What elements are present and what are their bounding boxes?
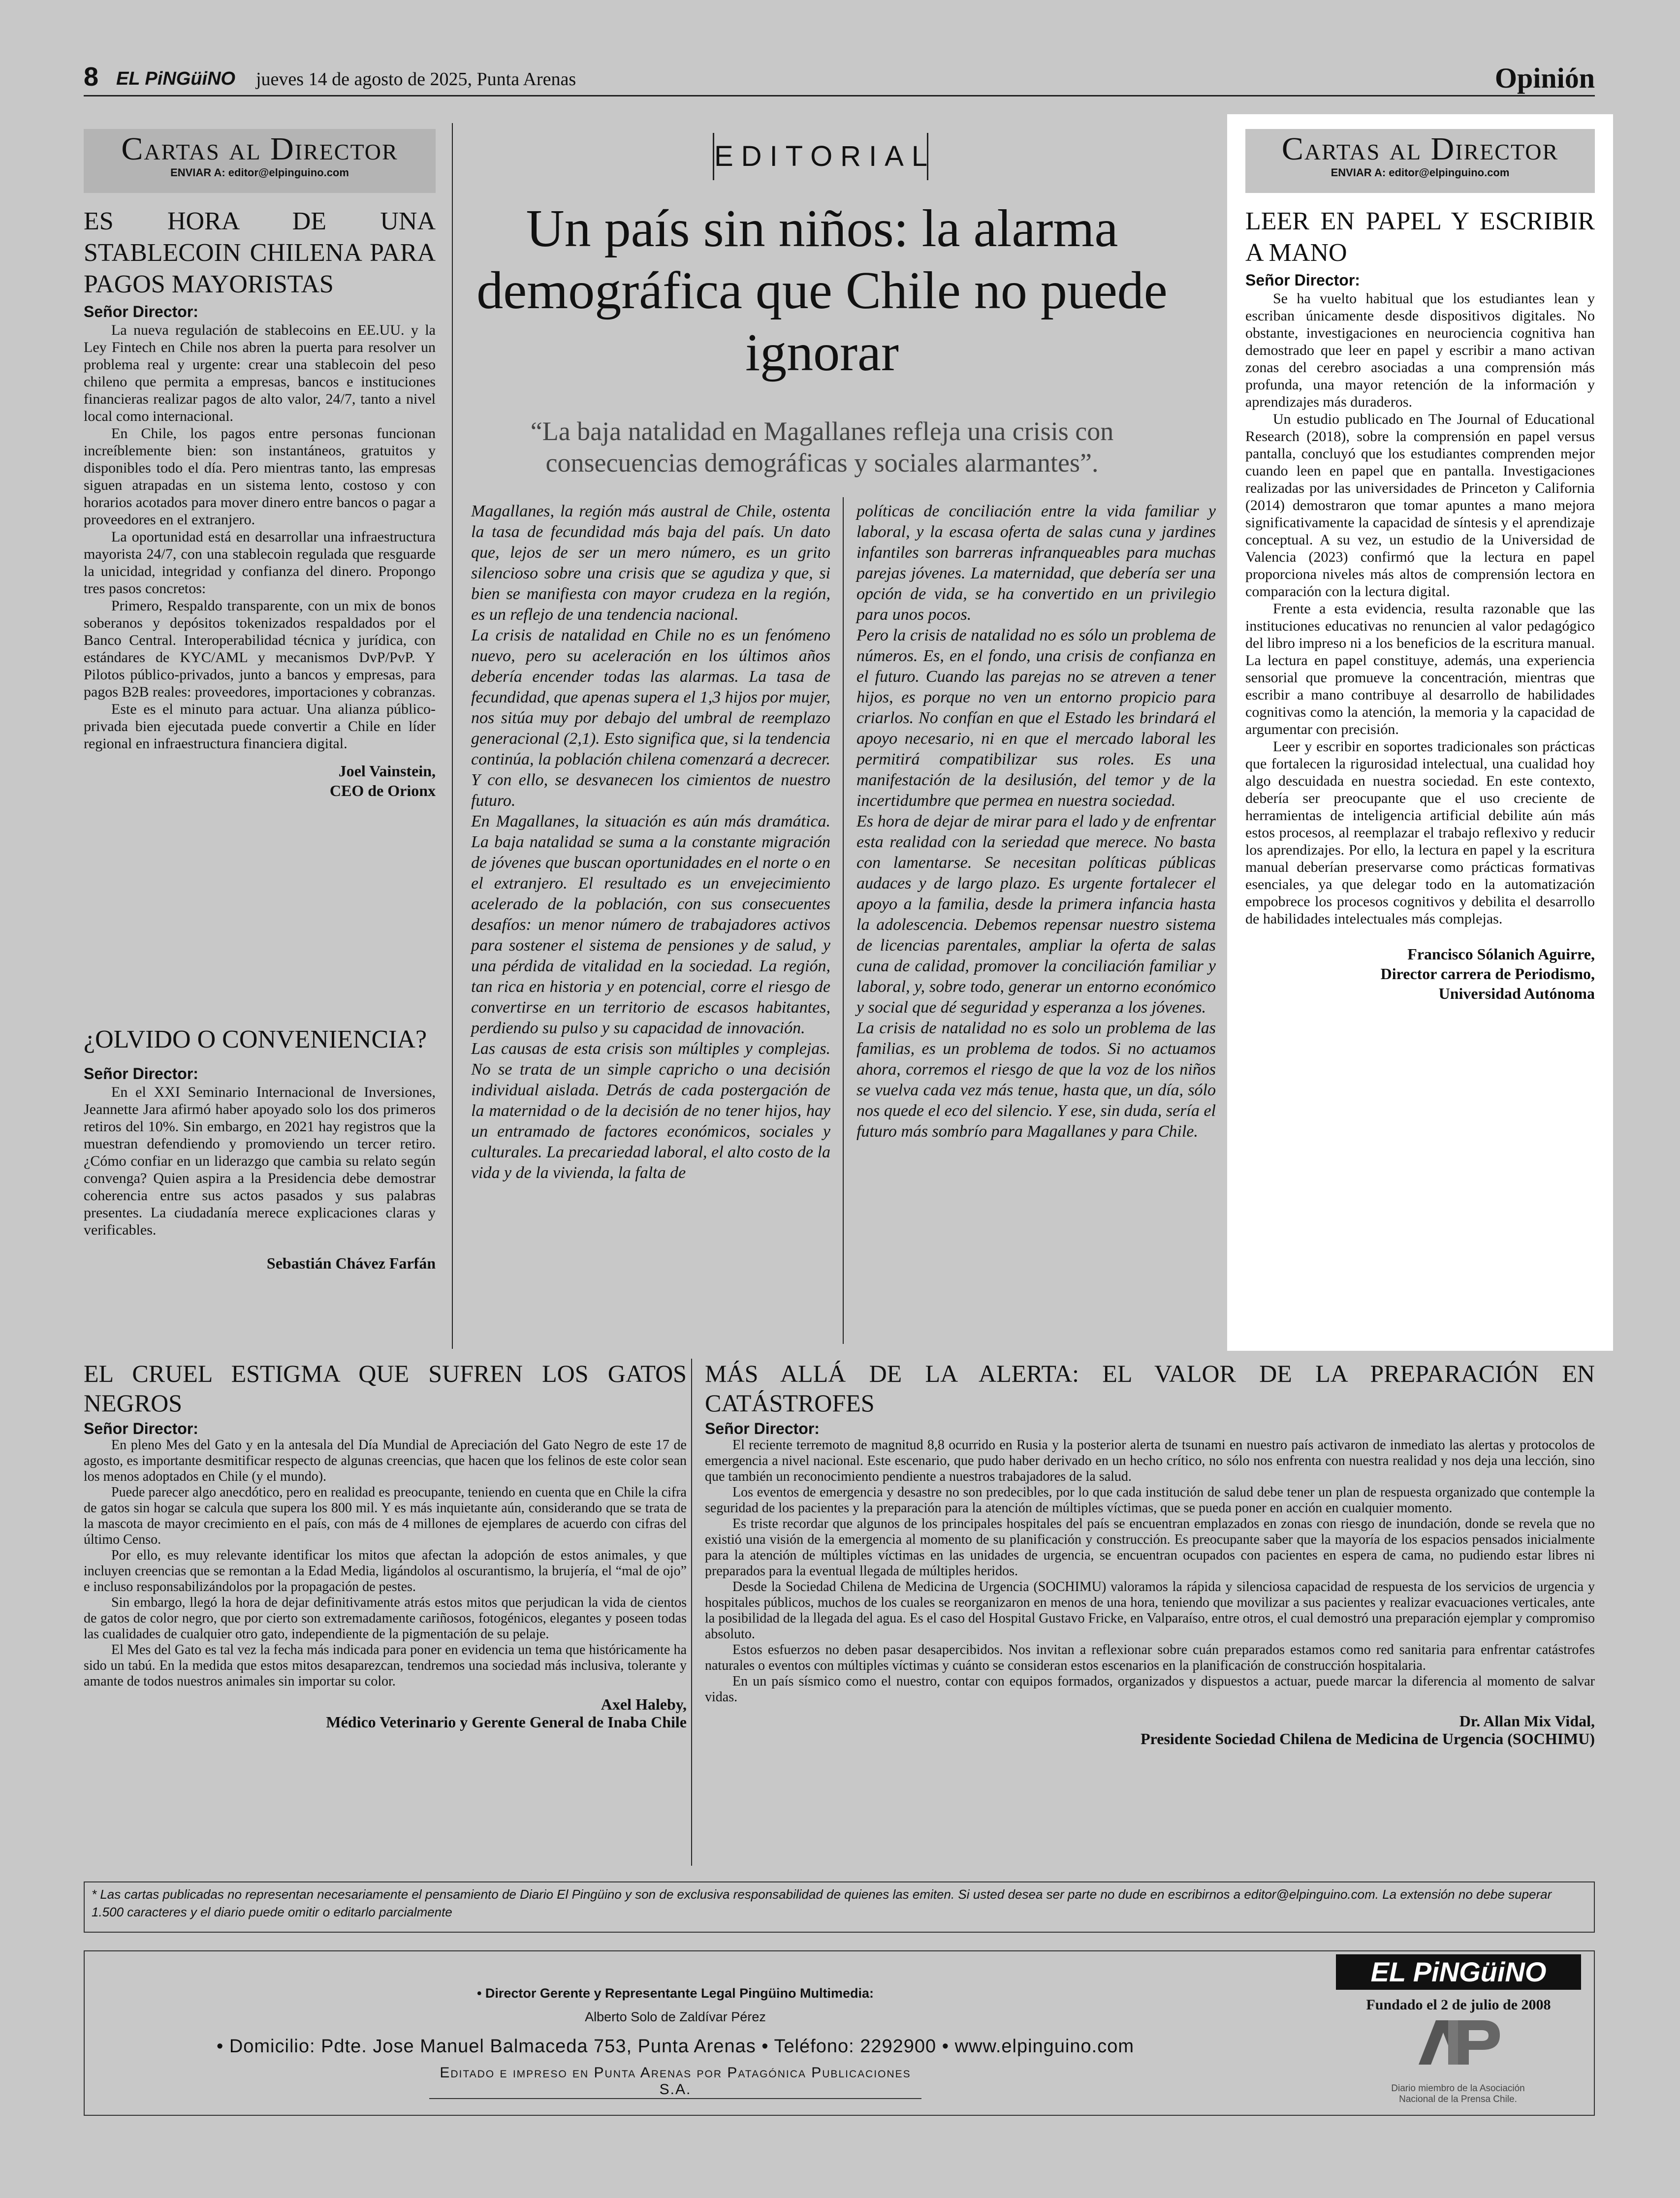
editorial-title: Un país sin niños: la alarma demográfica que Chile no puede ignorar	[476, 199, 1168, 382]
letter-paragraph: Un estudio publicado en The Journal of Educational Research (2018), sobre la comprensión en papel versus pantalla, concluyó que los estudiantes comprenden mejor cuando leen en papel que en pantalla. Investigaciones realizadas por las universidades de Princeton y California (2014) demostraron que tomar apuntes a mano mejora significativamente la capacidad de síntesis y el aprendizaje conceptual. A su vez, un estudio de la Universidad de Valencia (2023) confirmó que la lectura en papel proporciona niveles más altos de comprensión lectora en comparación con la lectura digital.	[1245, 411, 1595, 600]
letter-signature	[705, 1712, 1595, 1748]
letter-paragraph: Frente a esta evidencia, resulta razonable que las instituciones educativas no renuncien al valor pedagógico del libro impreso ni a los beneficios de la escritura manual. La lectura en papel constituye, además, una experiencia sensorial que promueve la concentración, mientras que escribir a mano contribuye al desarrollo de habilidades cognitivas como la atención, la memoria y la capacidad de argumentar con precisión.	[1245, 601, 1595, 737]
signature-name: Axel Haleby,	[601, 1695, 687, 1713]
editorial-paragraph: Pero la crisis de natalidad no es sólo un problema de números. Es, en el fondo, una crisis de confianza en el futuro. Cuando las parejas no se atreven a tener hijos, es porque no ven un entorno propicio para criarlos. No confían en que el Estado les brindará el apoyo necesario, ni en que el mercado laboral les permitirá compatibilizar sus roles. Es una manifestación de la desilusión, del temor y de la incertidumbre que permea en nuestra sociedad.	[856, 626, 1216, 810]
letter-paragraph: La nueva regulación de stablecoins en EE.UU. y la Ley Fintech en Chile nos abren la puerta para resolver un problema real y urgente: crear una stablecoin del peso chileno que permita a empresas, bancos e instituciones financieras realizar pagos de alto valor, 24/7, tanto a nivel local como internacional.	[84, 322, 436, 424]
disclaimer-box	[84, 1881, 1595, 1933]
footer-printed: Editado e impreso en Punta Arenas por Patagónica Publicaciones S.A.	[429, 2065, 921, 2099]
column-divider	[691, 1359, 692, 1866]
page-number: 8	[84, 62, 99, 92]
footer-founded: Fundado el 2 de julio de 2008	[1366, 1997, 1551, 2013]
editorial-label: EDITORIAL	[714, 140, 936, 172]
header-rule	[84, 95, 1595, 96]
editorial-column-divider	[843, 497, 844, 1344]
cartas-title: Cartas al Director	[1281, 131, 1559, 167]
signature-name: Francisco Sólanich Aguirre,	[1407, 945, 1595, 963]
cartas-box-right	[1245, 129, 1595, 193]
page-header	[84, 62, 1595, 96]
letter-headline: MÁS ALLÁ DE LA ALERTA: EL VALOR DE LA PREPARACIÓN EN CATÁSTROFES	[705, 1360, 1595, 1417]
letter-stablecoin	[84, 206, 436, 800]
editorial-column-1	[471, 501, 830, 1183]
letter-paragraph: En Chile, los pagos entre personas funcionan increíblemente bien: son instantáneos, gratuitos y disponibles todo el día. Pero mientras tanto, las empresas siguen atrapadas en un sistema lento, costoso y con horarios acotados para mover dinero entre bancos o pagar a proveedores en el extranjero.	[84, 425, 436, 528]
footer-address: • Domicilio: Pdte. Jose Manuel Balmaceda 753, Punta Arenas • Teléfono: 2292900 • www.elpinguino.com	[216, 2036, 1135, 2057]
letter-catastrofes	[705, 1359, 1595, 1748]
letter-signature	[84, 1695, 687, 1731]
signature-role: Director carrera de Periodismo,	[1380, 965, 1595, 983]
editorial-paragraph: Las causas de esta crisis son múltiples y complejas. No se trata de un simple capricho o una decisión individual aislada. Detrás de cada postergación de la maternidad o de la decisión de no tener hijos, hay un entramado de factores económicos, sociales y culturales. La precariedad laboral, el alto costo de la vida y de la vivienda, la falta de	[471, 1040, 830, 1182]
letter-paragraph: Se ha vuelto habitual que los estudiantes lean y escriban únicamente desde dispositivos digitales. No obstante, investigaciones en neurociencia cognitiva han demostrado que leer en papel y escribir a mano activan zonas del cerebro asociadas a una comprensión más profunda, una mayor retención de la información y aprendizajes más duraderos.	[1245, 290, 1595, 410]
anp-caption	[1364, 2083, 1552, 2105]
editorial-paragraph: Magallanes, la región más austral de Chile, ostenta la tasa de fecundidad más baja del país. Un dato que, lejos de ser un mero número, es un grito silencioso sobre una crisis que se agudiza y que, si bien se manifiesta con mayor crudeza en la región, es un reflejo de una tendencia nacional.	[471, 502, 830, 624]
anp-logo	[1384, 2015, 1532, 2084]
letter-paragraph: Leer y escribir en soportes tradicionales son prácticas que fortalecen la rigurosidad intelectual, una cualidad hoy algo descuidada en nuestra sociedad. En este contexto, debería ser preocupante que el uso creciente de herramientas de inteligencia artificial debilite aún más estos procesos, al reemplazar el trabajo reflexivo y reducir los aprendizajes. Por ello, la lectura en papel y la escritura manual deberían preservarse como prácticas formativas esenciales, ya que delegar todo en la automatización empobrece los procesos cognitivos y debilita el desarrollo de habilidades intelectuales más complejas.	[1245, 738, 1595, 927]
letter-paragraph: Puede parecer algo anecdótico, pero en realidad es preocupante, teniendo en cuenta que en Chile la cifra de gatos sin hogar se calcula que supera los 800 mil. Y es más inquietante aún, considerando que se trata de la mascota de mayor crecimiento en el país, con más de 4 millones de ejemplares de acuerdo con cifras del último Censo.	[84, 1485, 687, 1547]
anp-caption-line: Nacional de la Prensa Chile.	[1399, 2094, 1517, 2104]
signature-role: Presidente Sociedad Chilena de Medicina de Urgencia (SOCHIMU)	[1141, 1730, 1595, 1748]
letter-paragraph: Este es el minuto para actuar. Una alianza público-privada bien ejecutada puede convertir a Chile en líder regional en infraestructura financiera digital.	[84, 701, 436, 752]
cartas-email: ENVIAR A: editor@elpinguino.com	[1331, 166, 1510, 179]
letter-paragraph: En pleno Mes del Gato y en la antesala del Día Mundial de Apreciación del Gato Negro de este 17 de agosto, es importante desmitificar respecto de algunas creencias, que hacen que los felinos de este color sean los menos adoptados en Chile (y el mundo).	[84, 1437, 687, 1484]
letter-signature	[1245, 944, 1595, 1003]
letter-salutation: Señor Director:	[84, 303, 198, 320]
letter-papel	[1245, 206, 1595, 1003]
disclaimer-text: * Las cartas publicadas no representan necesariamente el pensamiento de Diario El Pingüino y son de exclusiva responsabilidad de quienes las emiten. Si usted desea ser parte no dude en escribirnos a editor@elpinguino.com. La extensión no debe superar 1.500 caracteres y el diario puede omitir o editarlo parcialmente	[92, 1887, 1552, 1919]
letter-salutation: Señor Director:	[84, 1420, 198, 1437]
footer-director-name: Alberto Solo de Zaldívar Pérez	[585, 2009, 766, 2024]
letter-salutation: Señor Director:	[705, 1420, 820, 1437]
editorial-paragraph: La crisis de natalidad en Chile no es un fenómeno nuevo, pero su aceleración en los últimos años debería encender todas las alarmas. La tasa de fecundidad, que apenas supera el 1,3 hijos por mujer, nos sitúa muy por debajo del umbral de reemplazo generacional (2,1). Esto significa que, si la tendencia continúa, la población chilena comenzará a decrecer. Y con ello, se desvanecen los cimientos de nuestro futuro.	[471, 626, 830, 810]
letter-headline: LEER EN PAPEL Y ESCRIBIR A MANO	[1245, 207, 1595, 267]
editorial-paragraph: En Magallanes, la situación es aún más dramática. La baja natalidad se suma a la constante migración de jóvenes que buscan oportunidades en el norte o en el extranjero. El resultado es un envejecimiento acelerado de la población, con sus consecuentes desafíos: un menor número de trabajadores activos para sostener el sistema de pensiones y de salud, y una pérdida de vitalidad en la sociedad. La región, tan rica en historia y en potencial, corre el riesgo de convertirse en un territorio de escasos habitantes, perdiendo su pulso y su capacidad de innovación.	[471, 812, 830, 1037]
letter-olvido	[84, 1024, 436, 1273]
editorial-paragraph: Es hora de dejar de mirar para el lado y de enfrentar esta realidad con la seriedad que merece. No basta con lamentarse. Se necesitan políticas públicas audaces y de largo plazo. Es urgente fortalecer el apoyo a la familia, desde la primera infancia hasta la adolescencia. Debemos repensar nuestro sistema de licencias parentales, ampliar la oferta de salas cuna de calidad, promover la conciliación familiar y laboral, y, sobre todo, generar un entorno económico y social que dé seguridad y esperanza a los jóvenes.	[856, 812, 1216, 1017]
letter-paragraph: En un país sísmico como el nuestro, contar con equipos formados, organizados y dispuestos a actuar, puede marcar la diferencia al momento de salvar vidas.	[705, 1674, 1595, 1705]
editorial-paragraph: La crisis de natalidad no es solo un problema de las familias, es un problema de todos. Si no actuamos ahora, corremos el riesgo de que la voz de los niños se vuelva cada vez más tenue, hasta que, un día, sólo nos quede el eco del silencio. Y ese, sin duda, sería el futuro más sombrío para Magallanes y para Chile.	[856, 1019, 1216, 1141]
letter-paragraph: La oportunidad está en desarrollar una infraestructura mayorista 24/7, con una stablecoin regulada que resguarde la unicidad, integridad y confianza del dinero. Propongo tres pasos concretos:	[84, 529, 436, 597]
letter-headline: ¿OLVIDO O CONVENIENCIA?	[84, 1025, 427, 1053]
column-divider	[452, 123, 453, 1349]
letter-paragraph: El reciente terremoto de magnitud 8,8 ocurrido en Rusia y la posterior alerta de tsunami en nuestro país activaron de inmediato las alertas y protocolos de emergencia a nivel nacional. Este escenario, que pudo haber derivado en un hecho crítico, no sólo nos enfrenta con nuestra realidad y nos deja una lección, sino que también un reconocimiento pendiente a nuestros trabajadores de la salud.	[705, 1437, 1595, 1484]
letter-paragraph: Por ello, es muy relevante identificar los mitos que afectan la adopción de estos animales, y que incluyen creencias que se remontan a la Edad Media, ligándolos al oscurantismo, la brujería, el “mal de ojo” e incluso responsabilizándolos por la propagación de pestes.	[84, 1548, 687, 1594]
letter-paragraph: Desde la Sociedad Chilena de Medicina de Urgencia (SOCHIMU) valoramos la rápida y silenciosa capacidad de respuesta de los servicios de urgencia y hospitales públicos, muchos de los cuales se reorganizaron en menos de una hora, teniendo que movilizar a sus pacientes y realizar evacuaciones verticales, ante la posibilidad de la llegada del agua. Es el caso del Hospital Gustavo Fricke, en Valparaíso, entre otros, el cual demostró una preparación ejemplar y compromiso absoluto.	[705, 1579, 1595, 1642]
cartas-title: Cartas al Director	[121, 131, 398, 167]
paper-name: EL PiNGüiNO	[116, 68, 236, 89]
letter-salutation: Señor Director:	[1245, 271, 1360, 289]
letter-signature	[84, 761, 436, 800]
letter-headline: EL CRUEL ESTIGMA QUE SUFREN LOS GATOS NEGROS	[84, 1360, 687, 1417]
footer-logo-text: EL PiNGüiNO	[1370, 1956, 1547, 1987]
cartas-box-left	[84, 129, 436, 193]
letter-paragraph: Estos esfuerzos no deben pasar desapercibidos. Nos invitan a reflexionar sobre cuán preparados estamos como red sanitaria para enfrentar catástrofes naturales o eventos con múltiples víctimas y cuánto se consideran estos escenarios en la planificación de construcción hospitalaria.	[705, 1642, 1595, 1673]
section-name: Opinión	[1494, 62, 1595, 94]
signature-role: Médico Veterinario y Gerente General de Inaba Chile	[326, 1713, 687, 1731]
footer-logo	[1336, 1954, 1581, 1990]
letter-paragraph: El Mes del Gato es tal vez la fecha más indicada para poner en evidencia un tema que históricamente ha sido un tabú. En la medida que estos mitos desaparezcan, tendremos una sociedad más inclusiva, tolerante y amante de todos nuestros animales sin importar su color.	[84, 1642, 687, 1689]
date-line: jueves 14 de agosto de 2025, Punta Arenas	[256, 69, 576, 90]
footer-box	[84, 1950, 1595, 2116]
editorial-column-2	[856, 501, 1216, 1142]
letter-salutation: Señor Director:	[84, 1065, 198, 1083]
letter-gatos	[84, 1359, 687, 1731]
anp-logo-icon	[1384, 2015, 1532, 2070]
cartas-email: ENVIAR A: editor@elpinguino.com	[170, 166, 349, 179]
signature-name: Joel Vainstein,	[338, 762, 436, 780]
signature-name: Dr. Allan Mix Vidal,	[1459, 1712, 1595, 1730]
letter-paragraph: Es triste recordar que algunos de los principales hospitales del país se encuentran emplazados en zonas con riesgo de inundación, donde se revela que no existió una visión de la emergencia al momento de su planificación y construcción. Es preocupante saber que la mayoría de los espacios pensados inicialmente para la atención de múltiples víctimas en las unidades de urgencia, se encuentran ocupados con pacientes en espera de cama, no pudiendo estar libres ni preparados para la eventual llegada de múltiples heridos.	[705, 1516, 1595, 1579]
editorial-deck: “La baja natalidad en Magallanes refleja una crisis con consecuencias demográficas y sociales alarmantes”.	[530, 416, 1114, 478]
letter-paragraph: En el XXI Seminario Internacional de Inversiones, Jeannette Jara afirmó haber apoyado solo los dos primeros retiros del 10%. Sin embargo, en 2021 hay registros que la muestran defendiendo y promoviendo un tercer retiro. ¿Cómo confiar en un liderazgo que cambia su relato según convenga? Quien aspira a la Presidencia debe demostrar coherencia entre sus actos pasados y sus palabras presentes. La ciudadanía merece explicaciones claras y verificables.	[84, 1084, 436, 1238]
editorial-paragraph: políticas de conciliación entre la vida familiar y laboral, y la escasa oferta de salas cuna y jardines infantiles son barreras infranqueables para muchas parejas jóvenes. La maternidad, que debería ser una opción de vida, se ha convertido en un privilegio para unos pocos.	[856, 502, 1216, 624]
signature-role: Universidad Autónoma	[1438, 985, 1595, 1002]
footer-director-label: • Director Gerente y Representante Legal Pingüino Multimedia:	[476, 1986, 874, 2001]
anp-caption-line: Diario miembro de la Asociación	[1391, 2083, 1525, 2094]
signature-name: Sebastián Chávez Farfán	[266, 1254, 436, 1272]
letter-headline: ES HORA DE UNA STABLECOIN CHILENA PARA PAGOS MAYORISTAS	[84, 207, 436, 298]
letter-paragraph: Primero, Respaldo transparente, con un mix de bonos soberanos y depósitos tokenizados respaldados por el Banco Central. Interoperabilidad técnica y jurídica, con estándares de KYC/AML y mecanismos DvP/PvP. Y Pilotos público-privados, junto a bancos y empresas, para pagos B2B reales: proveedores, importaciones y cobranzas.	[84, 598, 436, 700]
signature-role: CEO de Orionx	[329, 782, 436, 799]
letter-paragraph: Los eventos de emergencia y desastre no son predecibles, por lo que cada institución de salud debe tener un plan de respuesta organizado que contemple la seguridad de los pacientes y la preparación para la atención de múltiples víctimas, que se pueda poner en acción en cualquier momento.	[705, 1485, 1595, 1516]
letter-signature	[84, 1253, 436, 1273]
letter-paragraph: Sin embargo, llegó la hora de dejar definitivamente atrás estos mitos que perjudican la vida de cientos de gatos de color negro, que por cierto son extremadamente cariñosos, fotogénicos, elegantes y poseen todas las cualidades de cualquier otro gato, independiente de la pigmentación de su pelaje.	[84, 1595, 687, 1642]
editorial-label-box	[713, 133, 936, 180]
